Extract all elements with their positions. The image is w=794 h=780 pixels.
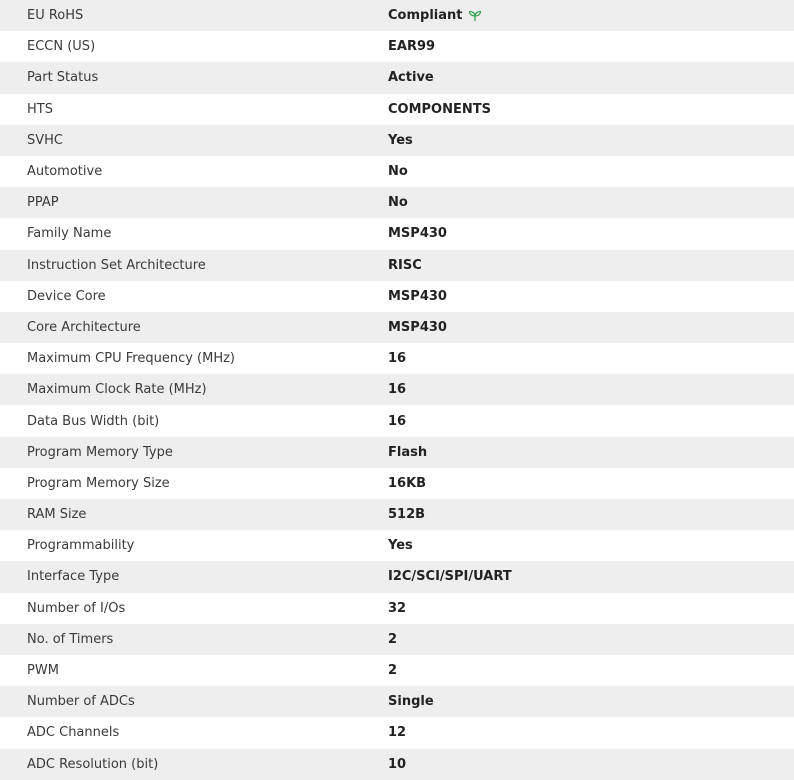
leaf-icon — [468, 10, 482, 22]
spec-value: COMPONENTS — [388, 101, 491, 117]
spec-value: 2 — [388, 631, 398, 647]
spec-row-core-architecture — [0, 312, 794, 343]
spec-value: Active — [388, 70, 434, 86]
spec-value: 512B — [388, 507, 426, 523]
spec-row-ppap — [0, 187, 794, 218]
spec-label: Program Memory Size — [27, 475, 170, 491]
spec-row-family-name — [0, 218, 794, 249]
spec-label: Program Memory Type — [27, 444, 173, 460]
spec-row-max-clock-rate — [0, 374, 794, 405]
spec-value: 10 — [388, 756, 407, 772]
spec-value: MSP430 — [388, 319, 447, 335]
spec-row-interface-type — [0, 561, 794, 592]
spec-row-eu-rohs — [0, 0, 794, 31]
spec-value: 16 — [388, 382, 407, 398]
spec-label: HTS — [27, 101, 53, 117]
spec-label: Interface Type — [27, 569, 120, 585]
spec-value: Flash — [388, 444, 428, 460]
spec-row-number-of-adcs — [0, 686, 794, 717]
spec-label: ADC Channels — [27, 725, 120, 741]
spec-label: Instruction Set Architecture — [27, 257, 206, 273]
spec-row-data-bus-width — [0, 405, 794, 436]
spec-value: No — [388, 164, 408, 180]
spec-label: Automotive — [27, 164, 103, 180]
spec-label: Data Bus Width (bit) — [27, 413, 160, 429]
spec-value: 16KB — [388, 475, 427, 491]
spec-label: Part Status — [27, 70, 99, 86]
spec-value: No — [388, 195, 408, 211]
spec-label: Number of ADCs — [27, 694, 135, 710]
spec-label: ADC Resolution (bit) — [27, 756, 159, 772]
spec-label: PPAP — [27, 195, 59, 211]
spec-value-wrap — [388, 8, 794, 23]
spec-row-max-cpu-frequency — [0, 343, 794, 374]
spec-row-eccn — [0, 31, 794, 62]
spec-value: MSP430 — [388, 288, 447, 304]
spec-row-hts — [0, 94, 794, 125]
spec-label: ECCN (US) — [27, 39, 96, 55]
spec-value: Yes — [388, 538, 413, 554]
spec-value: I2C/SCI/SPI/UART — [388, 569, 512, 585]
spec-value: 32 — [388, 600, 407, 616]
spec-row-svhc — [0, 125, 794, 156]
spec-row-pwm — [0, 655, 794, 686]
spec-row-automotive — [0, 156, 794, 187]
spec-row-programmability — [0, 530, 794, 561]
spec-row-device-core — [0, 281, 794, 312]
spec-label: Number of I/Os — [27, 600, 126, 616]
spec-value: 16 — [388, 351, 407, 367]
spec-label: RAM Size — [27, 507, 87, 523]
spec-label: Maximum Clock Rate (MHz) — [27, 382, 207, 398]
spec-value: Single — [388, 694, 434, 710]
spec-label: SVHC — [27, 132, 63, 148]
spec-row-timers — [0, 624, 794, 655]
spec-value: Yes — [388, 132, 413, 148]
spec-label: Core Architecture — [27, 319, 141, 335]
spec-row-ram-size — [0, 499, 794, 530]
spec-label: Maximum CPU Frequency (MHz) — [27, 351, 235, 367]
spec-label: Family Name — [27, 226, 112, 242]
spec-value: EAR99 — [388, 39, 436, 55]
spec-value: 2 — [388, 663, 398, 679]
spec-value: 12 — [388, 725, 407, 741]
spec-value: 16 — [388, 413, 407, 429]
spec-row-part-status — [0, 62, 794, 93]
spec-value: RISC — [388, 257, 422, 273]
spec-label: No. of Timers — [27, 631, 114, 647]
spec-row-program-memory-type — [0, 437, 794, 468]
spec-row-adc-channels — [0, 717, 794, 748]
spec-value: MSP430 — [388, 226, 447, 242]
spec-row-adc-resolution — [0, 749, 794, 780]
spec-row-isa — [0, 250, 794, 281]
spec-row-program-memory-size — [0, 468, 794, 499]
spec-label: EU RoHS — [27, 8, 84, 24]
spec-label: PWM — [27, 663, 59, 679]
spec-row-number-of-ios — [0, 593, 794, 624]
spec-label: Programmability — [27, 538, 135, 554]
spec-value: Compliant — [388, 8, 463, 24]
spec-label: Device Core — [27, 288, 106, 304]
